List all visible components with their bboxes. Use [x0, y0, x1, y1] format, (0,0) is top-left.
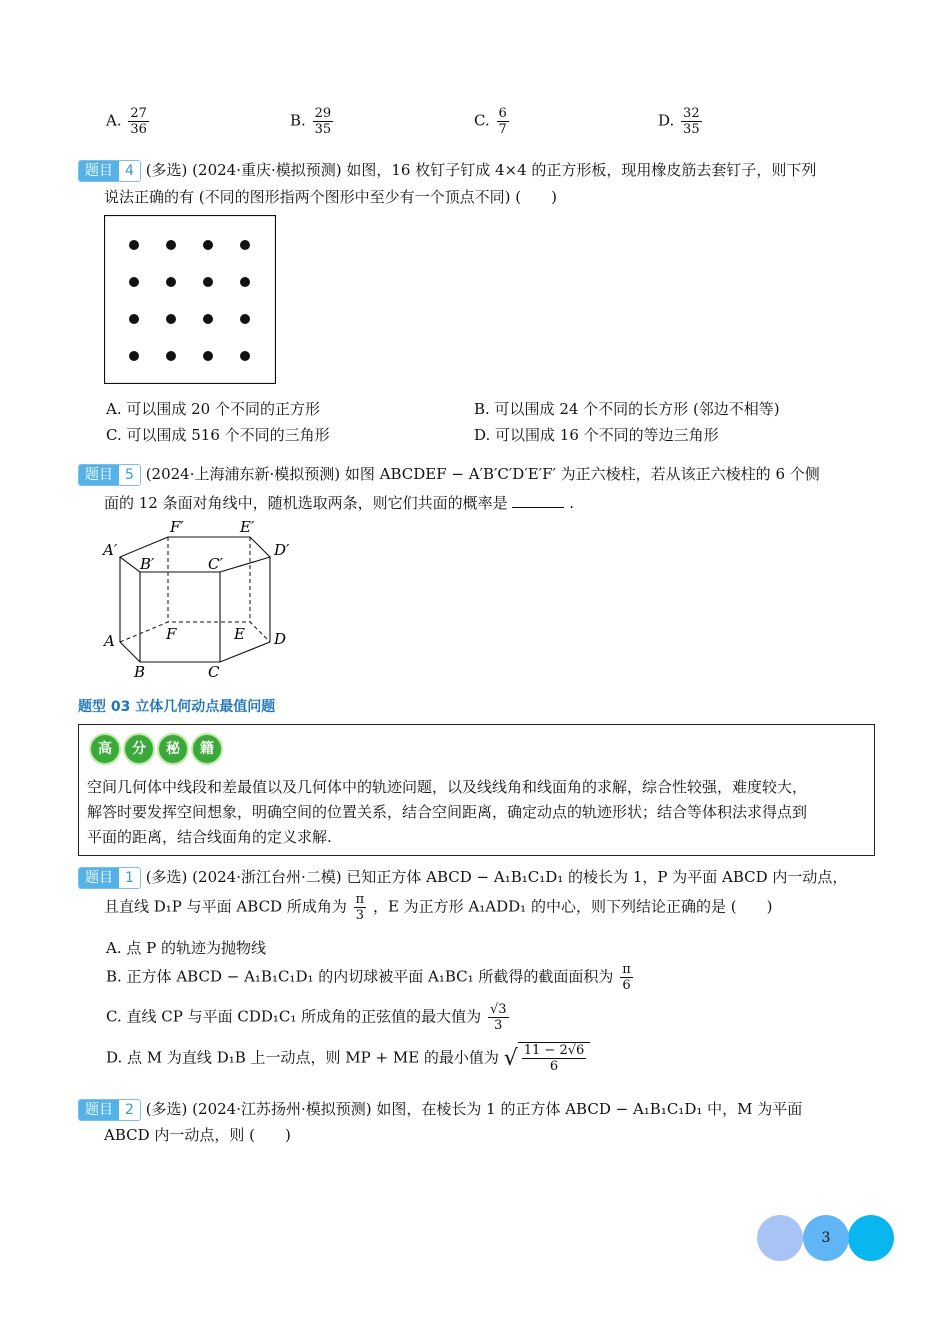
q2-line2: ABCD 内一动点，则 ( ): [104, 1126, 291, 1144]
nail-dot: [203, 240, 213, 250]
q2-line1: 题目 2 (多选) (2024·江苏扬州·模拟预测) 如图，在棱长为 1 的正方体 ABCD − A₁B₁C₁D₁ 中，M 为平面: [78, 1098, 802, 1121]
q4-line2: 说法正确的有 (不同的图形指两个图形中至少有一个顶点不同) ( ): [104, 188, 557, 206]
page-deco-left: [757, 1215, 803, 1261]
label-c: C: [208, 663, 220, 681]
option-c: C. $\frac{6}{7}$: [474, 106, 507, 137]
option-a: A. $\frac{27}{36}$: [106, 106, 147, 137]
nail-dot: [203, 351, 213, 361]
nail-board-figure: [104, 215, 276, 384]
nail-dot: [240, 277, 250, 287]
q1-option-b: B. 正方体 ABCD − A₁B₁C₁D₁ 的内切球被平面 A₁BC₁ 所截得的截面面积为 $\frac{\pi}{6}$: [106, 962, 631, 993]
tips-text-1: 空间几何体中线段和差最值以及几何体中的轨迹问题，以及线线角和线面角的求解，综合性较强，难度较大，: [87, 778, 808, 796]
label-a: A: [104, 632, 115, 650]
label-e-prime: E′: [240, 518, 255, 536]
tips-badge: 高 分 秘 籍: [89, 733, 225, 765]
tips-text-2: 解答时要发挥空间想象，明确空间的位置关系，结合空间距离，确定动点的轨迹形状；结合等体积法求得点到: [87, 803, 808, 821]
tips-box: [78, 724, 875, 856]
label-b-prime: B′: [140, 555, 155, 573]
nail-dot: [203, 277, 213, 287]
nail-dot: [240, 240, 250, 250]
question-tag: 题目 1: [78, 867, 141, 889]
q1-option-c: C. 直线 CP 与平面 CDD₁C₁ 所成角的正弦值的最大值为 $\frac{√3}{3}$: [106, 1002, 507, 1033]
page-number: 3: [803, 1215, 849, 1261]
q1-line2: 且直线 D₁P 与平面 ABCD 所成角为 $\frac{\pi}{3}$ ，E 为正方形 A₁ADD₁ 的中心，则下列结论正确的是 ( ): [104, 892, 773, 923]
q1-option-a: A. 点 P 的轨迹为抛物线: [106, 939, 266, 957]
question-tag: 题目 2: [78, 1099, 141, 1121]
q4-option-d: D. 可以围成 16 个不同的等边三角形: [474, 426, 719, 444]
q1-option-d: D. 点 M 为直线 D₁B 上一动点，则 MP + ME 的最小值为 √ $\frac{11 - 2√6}{6}$: [106, 1042, 590, 1074]
nail-dot: [166, 277, 176, 287]
nail-dot: [129, 314, 139, 324]
tips-text-3: 平面的距离，结合线面角的定义求解.: [87, 828, 332, 846]
question-tag: 题目 4: [78, 160, 141, 182]
nail-dot: [129, 351, 139, 361]
page-deco-right: [848, 1215, 894, 1261]
label-b: B: [134, 663, 146, 681]
nail-dot: [240, 351, 250, 361]
q1-line1: 题目 1 (多选) (2024·浙江台州·二模) 已知正方体 ABCD − A₁B₁C₁D₁ 的棱长为 1，P 为平面 ABCD 内一动点，: [78, 866, 847, 889]
label-d: D: [274, 630, 287, 648]
hexagonal-prism-figure: [100, 515, 305, 685]
q4-option-b: B. 可以围成 24 个不同的长方形 (邻边不相等): [474, 400, 780, 418]
label-d-prime: D′: [274, 541, 290, 559]
label-e: E: [234, 625, 245, 643]
option-b: B. $\frac{29}{35}$: [290, 106, 332, 137]
nail-dot: [166, 351, 176, 361]
question-tag: 题目 5: [78, 464, 141, 486]
nail-dot: [129, 240, 139, 250]
section-title: 题型 03 立体几何动点最值问题: [78, 699, 276, 715]
nail-dot: [203, 314, 213, 324]
nail-dot: [240, 314, 250, 324]
q5-line1: 题目 5 (2024·上海浦东新·模拟预测) 如图 ABCDEF − A′B′C′D′E′F′ 为正六棱柱，若从该正六棱柱的 6 个侧: [78, 463, 820, 486]
answer-blank[interactable]: [512, 493, 564, 508]
option-d: D. $\frac{32}{35}$: [658, 106, 700, 137]
label-c-prime: C′: [208, 555, 223, 573]
nail-dot: [129, 277, 139, 287]
nail-dot: [166, 314, 176, 324]
label-f-prime: F′: [170, 518, 184, 536]
q4-option-a: A. 可以围成 20 个不同的正方形: [106, 400, 320, 418]
label-f: F: [166, 625, 177, 643]
q4-option-c: C. 可以围成 516 个不同的三角形: [106, 426, 330, 444]
nail-dot: [166, 240, 176, 250]
q5-line2: 面的 12 条面对角线中，随机选取两条，则它们共面的概率是 .: [104, 494, 574, 512]
q4-line1: 题目 4 (多选) (2024·重庆·模拟预测) 如图，16 枚钉子钉成 4×4 的正方形板，现用橡皮筋去套钉子，则下列: [78, 159, 816, 182]
label-a-prime: A′: [103, 541, 118, 559]
